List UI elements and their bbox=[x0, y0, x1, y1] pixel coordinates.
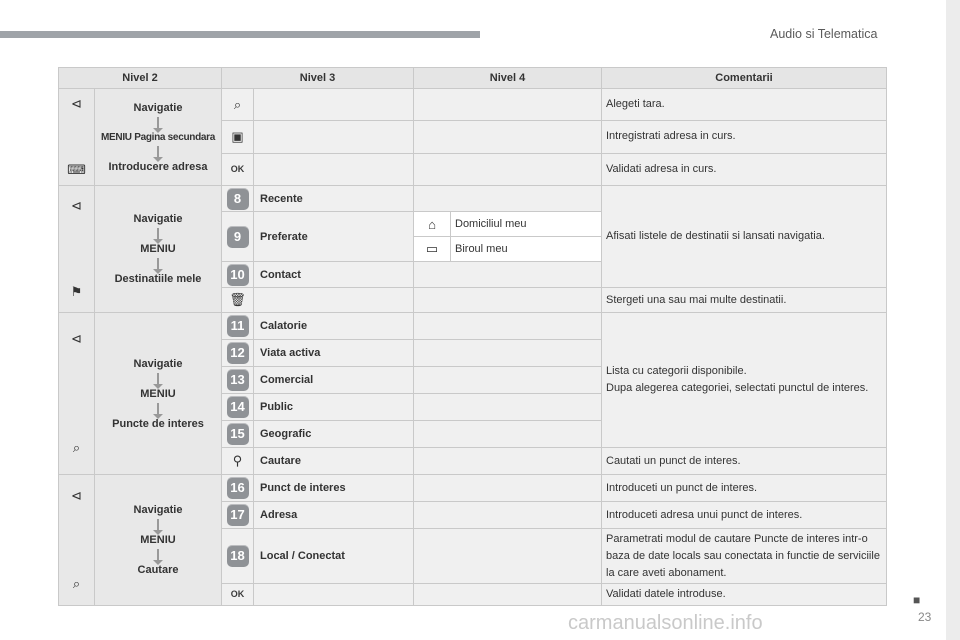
navigatie-label: Navigatie bbox=[133, 504, 183, 516]
comment-line-2: Dupa alegerea categoriei, selectati punctul de interes. bbox=[606, 382, 869, 394]
step-badge-14: 14 bbox=[227, 396, 249, 418]
comment-afisati-listele: Afisati listele de destinatii si lansati navigatia. bbox=[602, 186, 887, 288]
navigatie-label: Navigatie bbox=[133, 213, 183, 225]
adresa-label: Adresa bbox=[254, 502, 414, 529]
comment-introduceti-adresa: Introduceti adresa unui punct de interes. bbox=[602, 502, 887, 529]
comment-validati-datele: Validati datele introduse. bbox=[602, 583, 887, 605]
geografic-label: Geografic bbox=[254, 421, 414, 448]
group4-nivel2-cell bbox=[95, 475, 222, 606]
header-nivel2: Nivel 2 bbox=[59, 68, 222, 89]
arrow-down-icon bbox=[157, 403, 159, 415]
arrow-down-icon bbox=[157, 258, 159, 270]
comment-alegeti-tara: Alegeti tara. bbox=[602, 89, 887, 121]
search-abc-icon: ⌕ bbox=[72, 576, 81, 592]
comment-cautati: Cautati un punct de interes. bbox=[602, 448, 887, 475]
step-badge-16: 16 bbox=[227, 477, 249, 499]
country-icon-cell bbox=[222, 89, 254, 121]
arrow-down-icon bbox=[157, 146, 159, 158]
viata-activa-label: Viata activa bbox=[254, 340, 414, 367]
step-badge-18: 18 bbox=[227, 545, 249, 567]
meniu-label: MENIU bbox=[140, 243, 176, 255]
biroul-meu-label: Biroul meu bbox=[451, 237, 602, 262]
arrow-down-icon bbox=[157, 228, 159, 240]
ok-label: OK bbox=[230, 589, 245, 600]
step-badge-11: 11 bbox=[227, 315, 249, 337]
bullet-mark: ■ bbox=[913, 593, 921, 607]
group4-icon-cell bbox=[59, 475, 95, 606]
comment-intregistrati: Intregistrati adresa in curs. bbox=[602, 121, 887, 153]
group2-nivel2-cell bbox=[95, 186, 222, 313]
watermark-text: carmanualsonline.info bbox=[568, 612, 763, 634]
step-badge-13: 13 bbox=[227, 369, 249, 391]
local-conectat-label: Local / Conectat bbox=[254, 529, 414, 583]
comment-introduceti-punct: Introduceti un punct de interes. bbox=[602, 475, 887, 502]
destinatiile-mele-label: Destinatiile mele bbox=[114, 273, 202, 285]
domiciliul-meu-label: Domiciliul meu bbox=[451, 212, 602, 237]
arrow-down-icon bbox=[157, 373, 159, 385]
comment-stergeti: Stergeti una sau mai multe destinatii. bbox=[602, 288, 887, 313]
group1-icon-cell bbox=[59, 89, 95, 186]
checkered-flag-icon: ⚑ bbox=[70, 283, 83, 299]
comment-lista-categorii bbox=[602, 313, 887, 448]
briefcase-icon: ▭ bbox=[425, 241, 439, 256]
comment-parametrati: Parametrati modul de cautare Puncte de interes intr-o baza de date locals sau conectata in functie de serviciile la care aveti abonament. bbox=[602, 529, 887, 583]
ok-label: OK bbox=[230, 164, 245, 175]
header-nivel3: Nivel 3 bbox=[222, 68, 414, 89]
navigatie-label: Navigatie bbox=[133, 101, 183, 114]
step-badge-10: 10 bbox=[227, 264, 249, 286]
navigation-arrow-icon: ⊲ bbox=[71, 198, 82, 214]
poi-search-icon: ⌕ bbox=[72, 439, 81, 455]
contact-label: Contact bbox=[254, 262, 414, 288]
save-icon: ▣ bbox=[231, 128, 244, 144]
step-badge-17: 17 bbox=[227, 504, 249, 526]
navigation-arrow-icon: ⊲ bbox=[71, 96, 82, 111]
arrow-down-icon bbox=[157, 117, 159, 129]
search-country-icon: ⌕ bbox=[233, 96, 242, 112]
search-icon: ⚲ bbox=[232, 453, 243, 468]
group2-icon-cell bbox=[59, 186, 95, 313]
group3-nivel2-cell bbox=[95, 313, 222, 475]
meniu-label: MENIU bbox=[140, 387, 176, 400]
step-badge-12: 12 bbox=[227, 342, 249, 364]
header-comentarii: Comentarii bbox=[602, 68, 887, 89]
navigation-menu-table bbox=[58, 67, 887, 606]
step-badge-15: 15 bbox=[227, 423, 249, 445]
keyboard-icon: ⌨ bbox=[67, 162, 86, 177]
navigation-arrow-icon: ⊲ bbox=[71, 331, 82, 347]
punct-de-interes-label: Punct de interes bbox=[254, 475, 414, 502]
group1-nivel2-cell bbox=[95, 89, 222, 186]
trash-icon: 🗑 bbox=[229, 292, 246, 307]
right-margin-strip bbox=[946, 0, 960, 640]
meniu-label: MENIU bbox=[140, 534, 176, 546]
cautare-label: Cautare bbox=[254, 448, 414, 475]
home-icon: ⌂ bbox=[428, 216, 436, 232]
navigatie-label: Navigatie bbox=[133, 357, 183, 370]
navigation-arrow-icon: ⊲ bbox=[71, 487, 82, 503]
step-badge-8: 8 bbox=[227, 188, 249, 210]
recente-label: Recente bbox=[254, 186, 414, 212]
introducere-adresa-label: Introducere adresa bbox=[108, 160, 208, 173]
group3-icon-cell bbox=[59, 313, 95, 475]
header-nivel4: Nivel 4 bbox=[414, 68, 602, 89]
preferate-label: Preferate bbox=[254, 212, 414, 262]
cautare-nivel2-label: Cautare bbox=[137, 564, 179, 576]
public-label: Public bbox=[254, 394, 414, 421]
header-bar bbox=[0, 31, 480, 38]
comment-validati-adresa: Validati adresa in curs. bbox=[602, 153, 887, 185]
arrow-down-icon bbox=[157, 549, 159, 561]
comment-line-1: Lista cu categorii disponibile. bbox=[606, 365, 747, 377]
submenu-label: MENIU Pagina secundara bbox=[101, 131, 215, 143]
puncte-de-interes-label: Puncte de interes bbox=[112, 417, 204, 430]
step-badge-9: 9 bbox=[227, 226, 249, 248]
arrow-down-icon bbox=[157, 519, 159, 531]
comercial-label: Comercial bbox=[254, 367, 414, 394]
calatorie-label: Calatorie bbox=[254, 313, 414, 340]
page-number: 23 bbox=[918, 610, 932, 624]
page-header-title: Audio si Telematica bbox=[770, 27, 878, 41]
